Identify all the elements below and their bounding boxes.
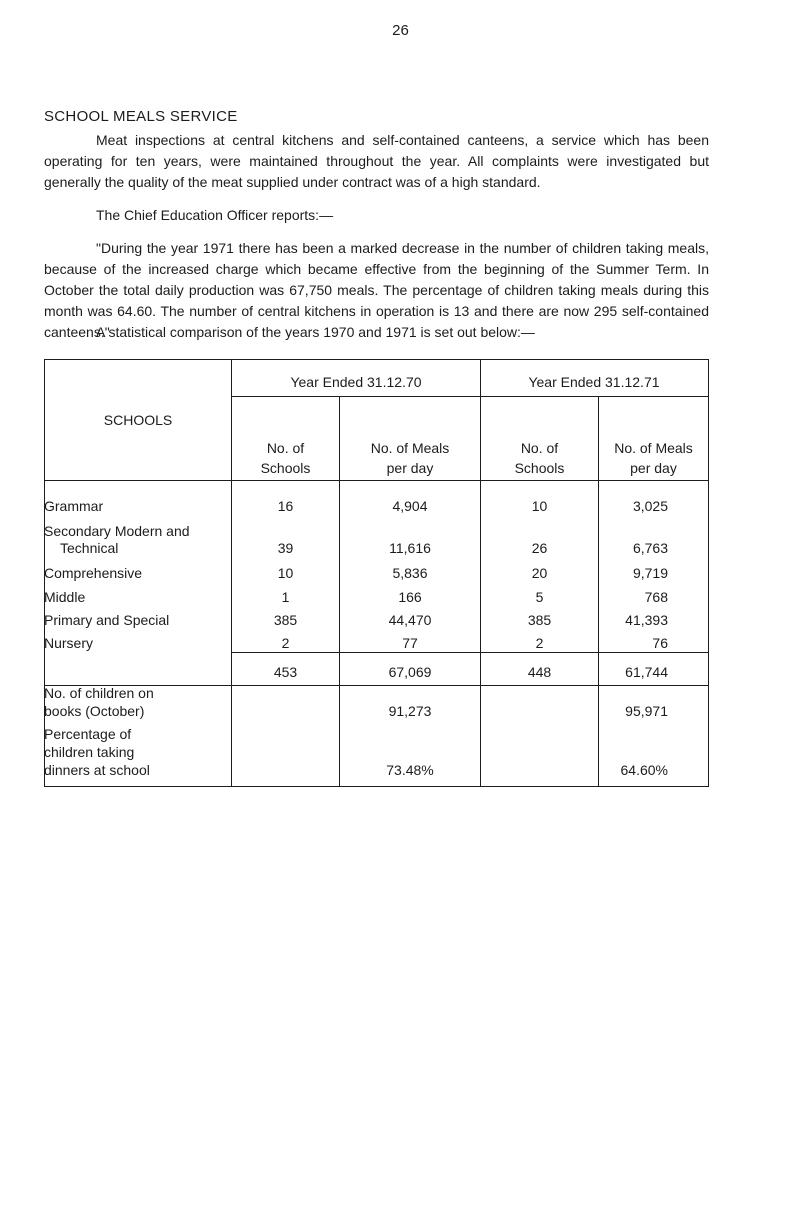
statistics-table — [44, 359, 709, 787]
cell-primary-m71: 41,393 — [625, 612, 668, 628]
table-rule-right — [708, 359, 709, 787]
cell-primary-s70: 385 — [273, 612, 298, 628]
cell-comprehensive-s71: 20 — [531, 565, 548, 581]
header-schools-1970-line1: No. of — [266, 440, 305, 456]
total-s70: 453 — [273, 664, 298, 680]
header-year-1971: Year Ended 31.12.71 — [528, 374, 660, 390]
pct-label-line1: Percentage of — [44, 726, 132, 742]
cell-comprehensive-m71: 9,719 — [632, 565, 668, 581]
table-rule-header-bottom — [44, 480, 709, 481]
header-meals-1970 — [340, 438, 480, 478]
cell-grammar-m70: 4,904 — [392, 498, 428, 514]
cell-nursery-m70: 77 — [402, 635, 418, 651]
cell-nursery-s70: 2 — [281, 635, 290, 651]
section-heading: SCHOOL MEALS SERVICE — [44, 108, 238, 125]
cell-comprehensive-s70: 10 — [277, 565, 294, 581]
table-rule-bottom — [44, 786, 709, 787]
page-number: 26 — [392, 22, 409, 39]
cell-middle-s71: 5 — [535, 589, 544, 605]
cell-nursery-m71: 76 — [652, 635, 668, 651]
cell-middle-m71: 768 — [644, 589, 668, 605]
header-meals-1970-line1: No. of Meals — [370, 440, 450, 456]
header-schools-1971-line1: No. of — [520, 440, 559, 456]
header-schools-1971 — [481, 438, 598, 478]
cell-primary-m70: 44,470 — [388, 612, 432, 628]
row-label-middle: Middle — [44, 589, 86, 605]
header-year-1970: Year Ended 31.12.70 — [290, 374, 422, 390]
cell-technical-m70: 11,616 — [389, 540, 431, 556]
paragraph-meat-inspections: Meat inspections at central kitchens and self-contained canteens, a service which has been operating for ten years, were maintained throughout the year. All complaints were investigated but generally the quality of the meat supplied under contract was of a high standard. — [44, 132, 709, 190]
pct-1971: 64.60% — [620, 762, 668, 778]
children-label-line1: No. of children on — [44, 685, 154, 701]
total-s71: 448 — [527, 664, 552, 680]
table-rule-totals-top — [232, 652, 709, 653]
header-meals-1971-line2: per day — [630, 460, 677, 476]
children-label-line2: books (October) — [44, 703, 145, 719]
total-m70: 67,069 — [388, 664, 432, 680]
cell-middle-m70: 166 — [398, 589, 422, 605]
pct-label-line3: dinners at school — [44, 762, 150, 778]
header-meals-1971-line1: No. of Meals — [614, 440, 693, 456]
total-m71: 61,744 — [625, 664, 668, 680]
cell-grammar-s70: 16 — [277, 498, 294, 514]
pct-1970: 73.48% — [386, 762, 434, 778]
header-schools-1971-line2: Schools — [514, 460, 565, 476]
row-label-comprehensive: Comprehensive — [44, 565, 143, 581]
cell-grammar-m71: 3,025 — [632, 498, 668, 514]
paragraph-quote: "During the year 1971 there has been a marked decrease in the number of children taking meals, because of the increased charge which became effective from the beginning of the Summer Term. In October the total daily production was 67,750 meals. The percentage of children taking meals during this month was 64.60. The number of central kitchens in operation is 13 and there are now 295 self-contained canteens." — [44, 240, 709, 340]
cell-grammar-s71: 10 — [531, 498, 548, 514]
children-1971: 95,971 — [625, 703, 668, 719]
paragraph-officer-reports: The Chief Education Officer reports:— — [96, 207, 334, 223]
cell-technical-s70: 39 — [277, 540, 294, 556]
pct-label-line2: children taking — [44, 744, 135, 760]
row-label-nursery: Nursery — [44, 635, 94, 651]
row-label-grammar: Grammar — [44, 498, 104, 514]
row-label-primary-special: Primary and Special — [44, 612, 170, 628]
cell-primary-s71: 385 — [527, 612, 552, 628]
table-rule-top — [44, 359, 709, 360]
header-schools-1970-line2: Schools — [260, 460, 311, 476]
cell-comprehensive-m70: 5,836 — [392, 565, 428, 581]
children-1970: 91,273 — [388, 703, 432, 719]
cell-technical-m71: 6,763 — [632, 540, 668, 556]
paragraph-comparison-intro: A statistical comparison of the years 1970 and 1971 is set out below:— — [96, 324, 535, 340]
header-schools-1970 — [232, 438, 339, 478]
cell-technical-s71: 26 — [531, 540, 548, 556]
cell-nursery-s71: 2 — [535, 635, 544, 651]
row-label-technical: Technical — [60, 540, 119, 556]
table-rule-year-under — [232, 396, 709, 397]
row-label-secondary-modern-line1: Secondary Modern and — [44, 523, 190, 539]
header-meals-1971 — [599, 438, 708, 478]
header-meals-1970-line2: per day — [386, 460, 434, 476]
cell-middle-s70: 1 — [281, 589, 290, 605]
header-schools: SCHOOLS — [103, 412, 173, 428]
